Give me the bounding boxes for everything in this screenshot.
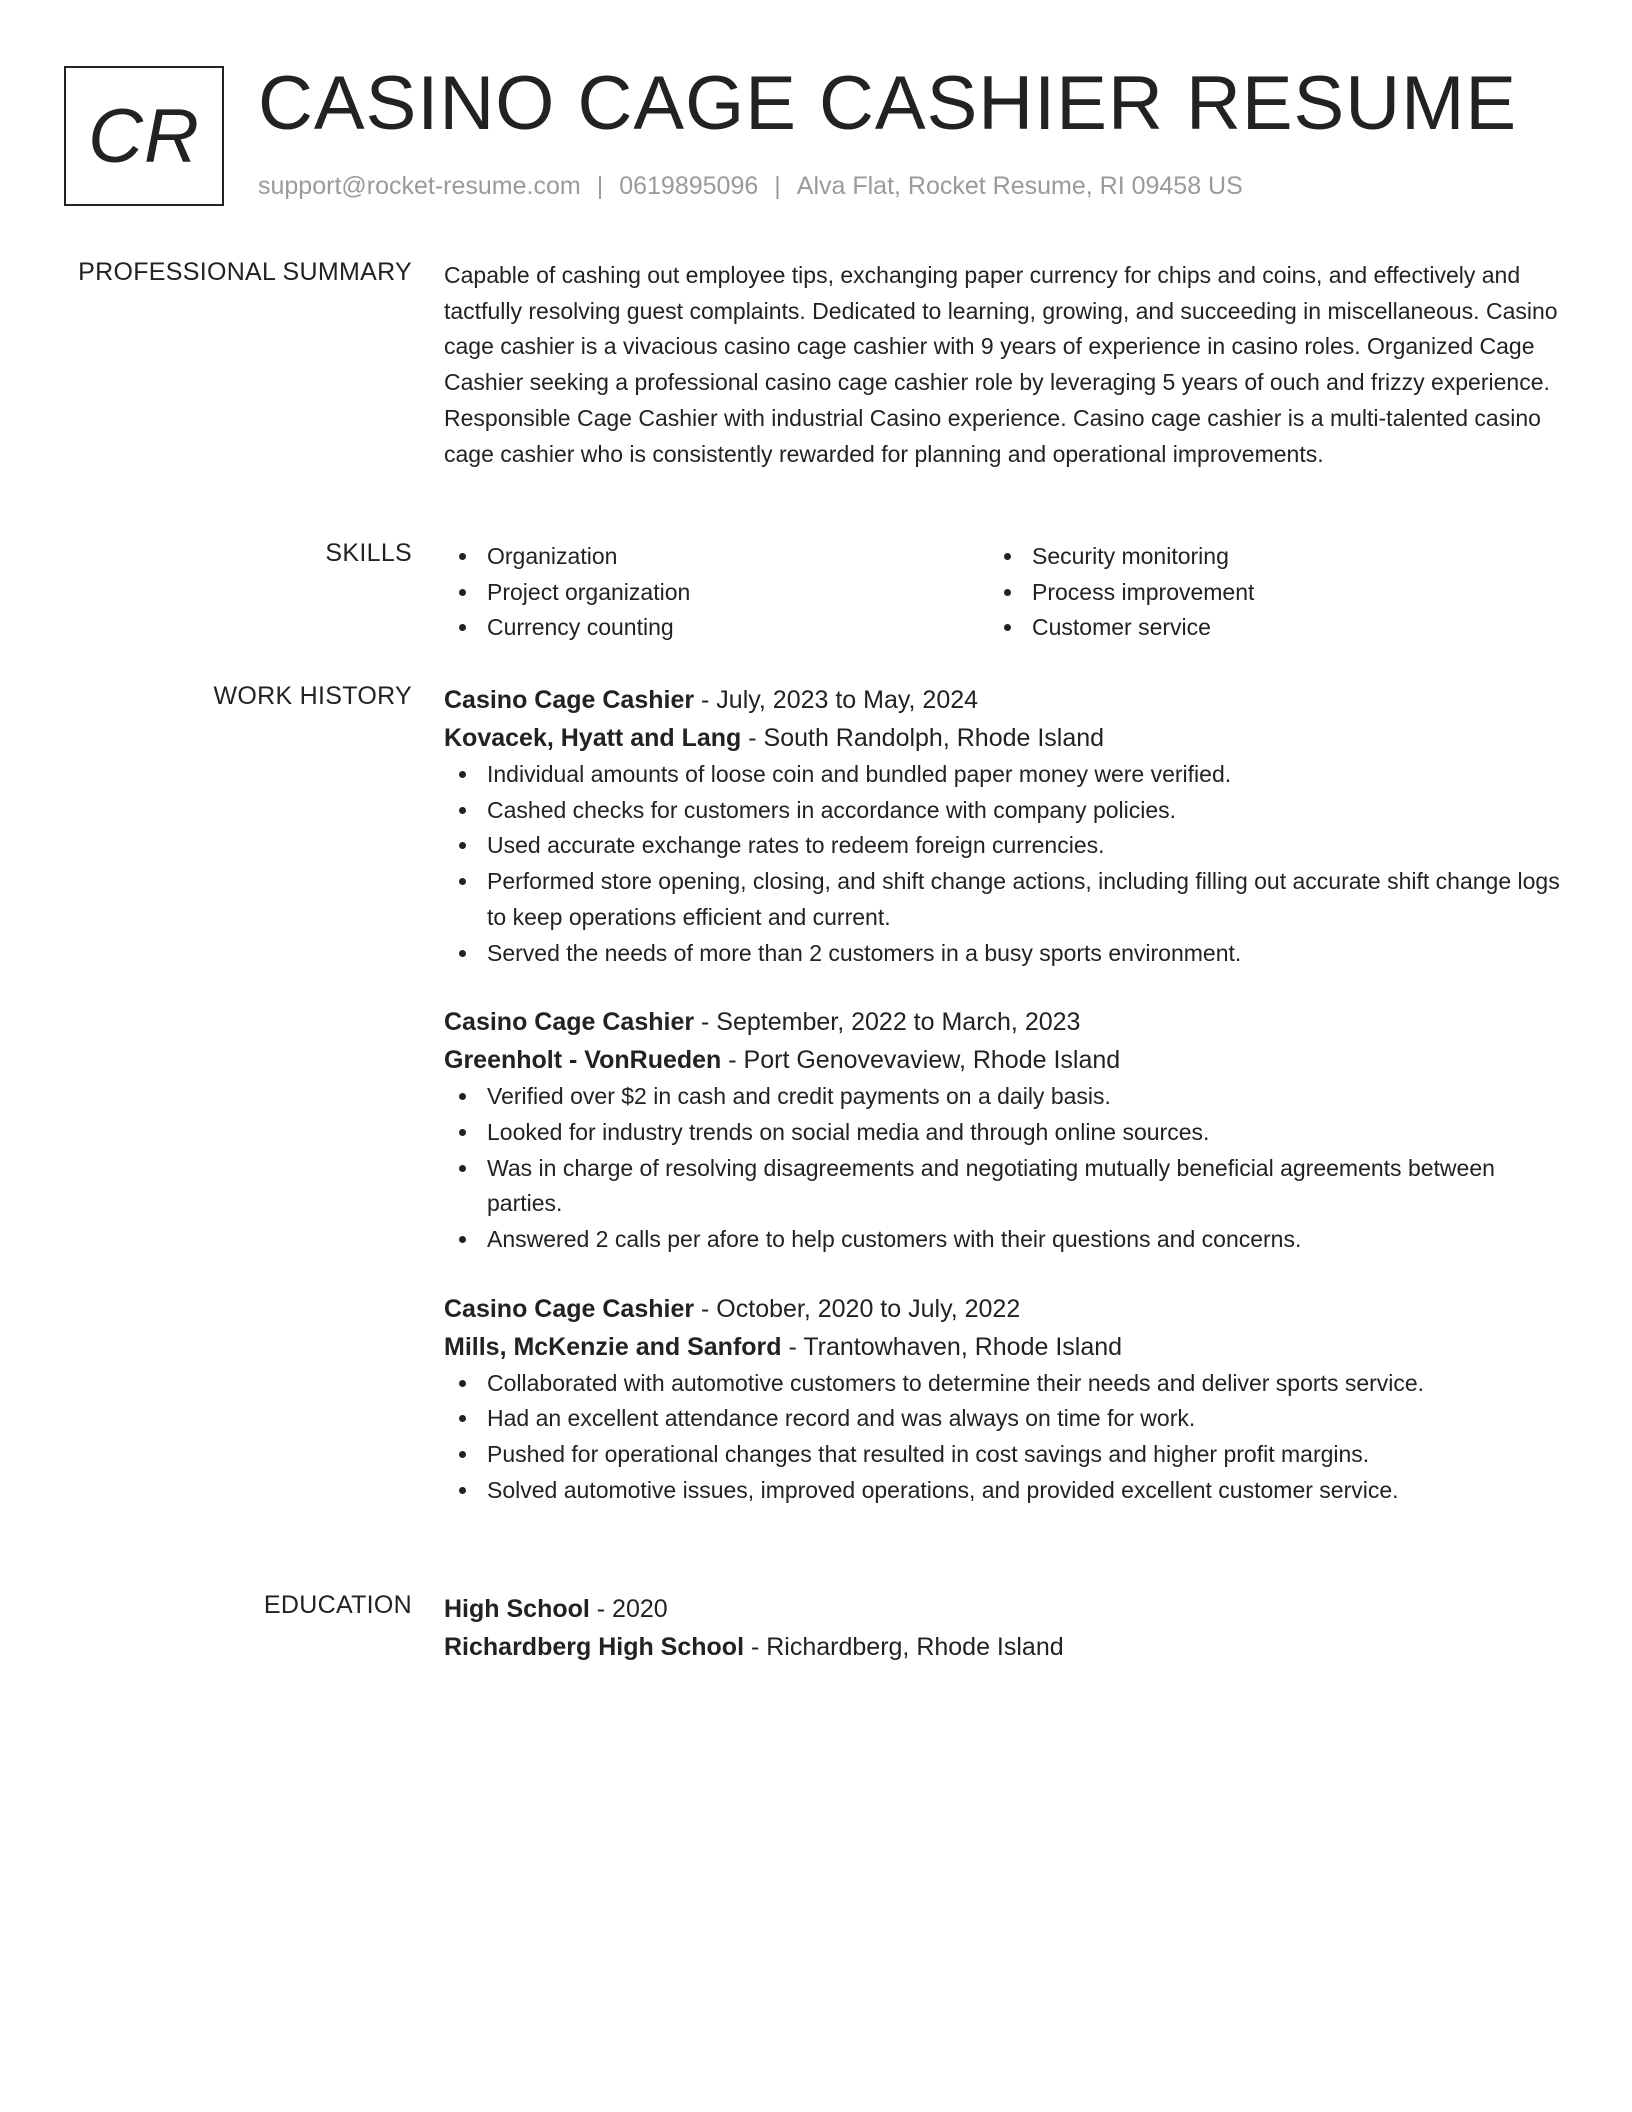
job-company-line	[444, 1328, 1560, 1366]
skills-list-left	[444, 539, 989, 646]
skill-item	[444, 539, 989, 575]
job-entry	[444, 1003, 1560, 1258]
job-location: - Port Genovevaview, Rhode Island	[721, 1046, 1121, 1075]
bullet-dot	[459, 1415, 466, 1422]
resume-title: CASINO CAGE CASHIER RESUME	[258, 61, 1518, 146]
job-title-line	[444, 1003, 1560, 1041]
bullet-dot	[1004, 624, 1011, 631]
bullet-dot	[459, 771, 466, 778]
contact-line	[258, 172, 1243, 201]
job-bullet-text: Pushed for operational changes that resulted in cost savings and higher profit margins.	[487, 1441, 1370, 1468]
contact-separator: |	[596, 172, 604, 200]
job-entry	[444, 681, 1560, 971]
job-bullet	[444, 1222, 1560, 1258]
job-location: - South Randolph, Rhode Island	[741, 724, 1105, 752]
skill-item	[444, 610, 989, 646]
job-bullet-text: Used accurate exchange rates to redeem foreign currencies.	[487, 832, 1105, 859]
job-title: Casino Cage Cashier	[444, 1008, 695, 1037]
monogram-badge: CR	[64, 66, 224, 206]
job-title-line	[444, 681, 1560, 719]
skill-item	[989, 610, 1534, 646]
summary-body	[444, 258, 1560, 472]
bullet-dot	[459, 1380, 466, 1387]
job-bullet-list	[444, 757, 1560, 971]
education-school-line	[444, 1628, 1560, 1666]
education-body	[444, 1590, 1560, 1666]
skill-text: Currency counting	[487, 614, 674, 641]
job-title-line	[444, 1290, 1560, 1328]
job-bullet-text: Had an excellent attendance record and was always on time for work.	[487, 1405, 1196, 1432]
job-title: Casino Cage Cashier	[444, 686, 695, 714]
job-bullet	[444, 864, 1560, 935]
skill-text: Process improvement	[1032, 578, 1255, 605]
job-bullet-text: Collaborated with automotive customers to determine their needs and deliver sports service.	[487, 1369, 1425, 1396]
skills-body	[444, 539, 1560, 646]
bullet-dot	[459, 1451, 466, 1458]
contact-address: Alva Flat, Rocket Resume, RI 09458 US	[796, 172, 1243, 200]
job-bullet-text: Performed store opening, closing, and shift change actions, including filling out accurate shift change logs to keep operations efficient and current.	[487, 868, 1560, 930]
job-bullet	[444, 1115, 1560, 1151]
contact-separator: |	[774, 172, 781, 200]
contact-phone: 0619895096	[619, 172, 759, 200]
bullet-dot	[459, 624, 466, 631]
section-label-work-history: WORK HISTORY	[213, 682, 412, 710]
bullet-dot	[459, 1165, 466, 1172]
job-company-line	[444, 1041, 1560, 1079]
job-company-line	[444, 719, 1560, 757]
job-company: Greenholt - VonRueden	[444, 1046, 722, 1075]
skill-text: Customer service	[1032, 614, 1211, 641]
skill-text: Organization	[487, 543, 618, 569]
job-bullet	[444, 936, 1560, 972]
education-year: - 2020	[589, 1595, 668, 1623]
bullet-dot	[459, 807, 466, 814]
job-bullet-text: Cashed checks for customers in accordance with company policies.	[487, 796, 1177, 823]
job-entry	[444, 1290, 1560, 1509]
bullet-dot	[1004, 553, 1011, 560]
education-location: - Richardberg, Rhode Island	[744, 1633, 1064, 1661]
bullet-dot	[459, 1487, 466, 1494]
bullet-dot	[459, 589, 466, 596]
job-bullet	[444, 1473, 1560, 1509]
bullet-dot	[459, 878, 466, 885]
job-bullet-text: Verified over $2 in cash and credit payments on a daily basis.	[487, 1083, 1111, 1110]
job-bullet	[444, 1401, 1560, 1437]
skill-item	[989, 575, 1534, 611]
bullet-dot	[1004, 589, 1011, 596]
bullet-dot	[459, 1236, 466, 1243]
bullet-dot	[459, 1093, 466, 1100]
bullet-dot	[459, 553, 466, 560]
job-company: Kovacek, Hyatt and Lang	[444, 724, 742, 752]
skill-text: Security monitoring	[1032, 543, 1229, 569]
section-label-education: EDUCATION	[263, 1591, 412, 1619]
work-history-body	[444, 681, 1560, 1509]
job-bullet	[444, 1151, 1560, 1222]
job-bullet	[444, 1437, 1560, 1473]
job-bullet-text: Was in charge of resolving disagreements and negotiating mutually beneficial agreements between parties.	[487, 1154, 1495, 1217]
bullet-dot	[459, 842, 466, 849]
summary-text: Capable of cashing out employee tips, exchanging paper currency for chips and coins, and effectively and tactfully resolving guest complaints. Dedicated to learning, growing, and succeeding in miscellaneous. Casino cage cashier is a vivacious casino cage cashier with 9 years of experience in casino roles. Organized Cage Cashier seeking a professional casino cage cashier role by leveraging 5 years of ouch and frizzy experience. Responsible Cage Cashier with industrial Casino experience. Casino cage cashier is a multi-talented casino cage cashier who is consistently rewarded for planning and operational improvements.	[444, 262, 1558, 467]
job-location: - Trantowhaven, Rhode Island	[781, 1332, 1123, 1361]
job-bullet-text: Answered 2 calls per afore to help customers with their questions and concerns.	[487, 1226, 1302, 1253]
job-bullet	[444, 1079, 1560, 1115]
job-company: Mills, McKenzie and Sanford	[444, 1332, 782, 1361]
job-bullet	[444, 793, 1560, 829]
section-label-skills: SKILLS	[325, 539, 412, 567]
skill-text: Project organization	[487, 578, 691, 605]
job-title: Casino Cage Cashier	[444, 1294, 695, 1323]
section-label-summary: PROFESSIONAL SUMMARY	[78, 258, 412, 286]
bullet-dot	[459, 950, 466, 957]
skill-item	[989, 539, 1534, 575]
job-bullet-list	[444, 1366, 1560, 1509]
job-dates: - July, 2023 to May, 2024	[694, 686, 979, 714]
skills-list-right	[989, 539, 1534, 646]
job-bullet	[444, 1366, 1560, 1402]
education-degree-line	[444, 1590, 1560, 1628]
job-bullet-list	[444, 1079, 1560, 1258]
job-bullet-text: Looked for industry trends on social media and through online sources.	[487, 1118, 1210, 1145]
job-bullet	[444, 828, 1560, 864]
job-dates: - September, 2022 to March, 2023	[694, 1008, 1081, 1037]
skill-item	[444, 575, 989, 611]
contact-email: support@rocket-resume.com	[258, 172, 581, 200]
education-degree: High School	[444, 1595, 590, 1623]
skills-grid	[444, 539, 1560, 646]
job-dates: - October, 2020 to July, 2022	[694, 1294, 1021, 1323]
bullet-dot	[459, 1129, 466, 1136]
job-bullet-text: Served the needs of more than 2 customers in a busy sports environment.	[487, 939, 1242, 966]
job-bullet	[444, 757, 1560, 793]
job-bullet-text: Individual amounts of loose coin and bundled paper money were verified.	[487, 761, 1232, 787]
education-school: Richardberg High School	[444, 1633, 745, 1661]
job-bullet-text: Solved automotive issues, improved operations, and provided excellent customer service.	[487, 1476, 1399, 1503]
